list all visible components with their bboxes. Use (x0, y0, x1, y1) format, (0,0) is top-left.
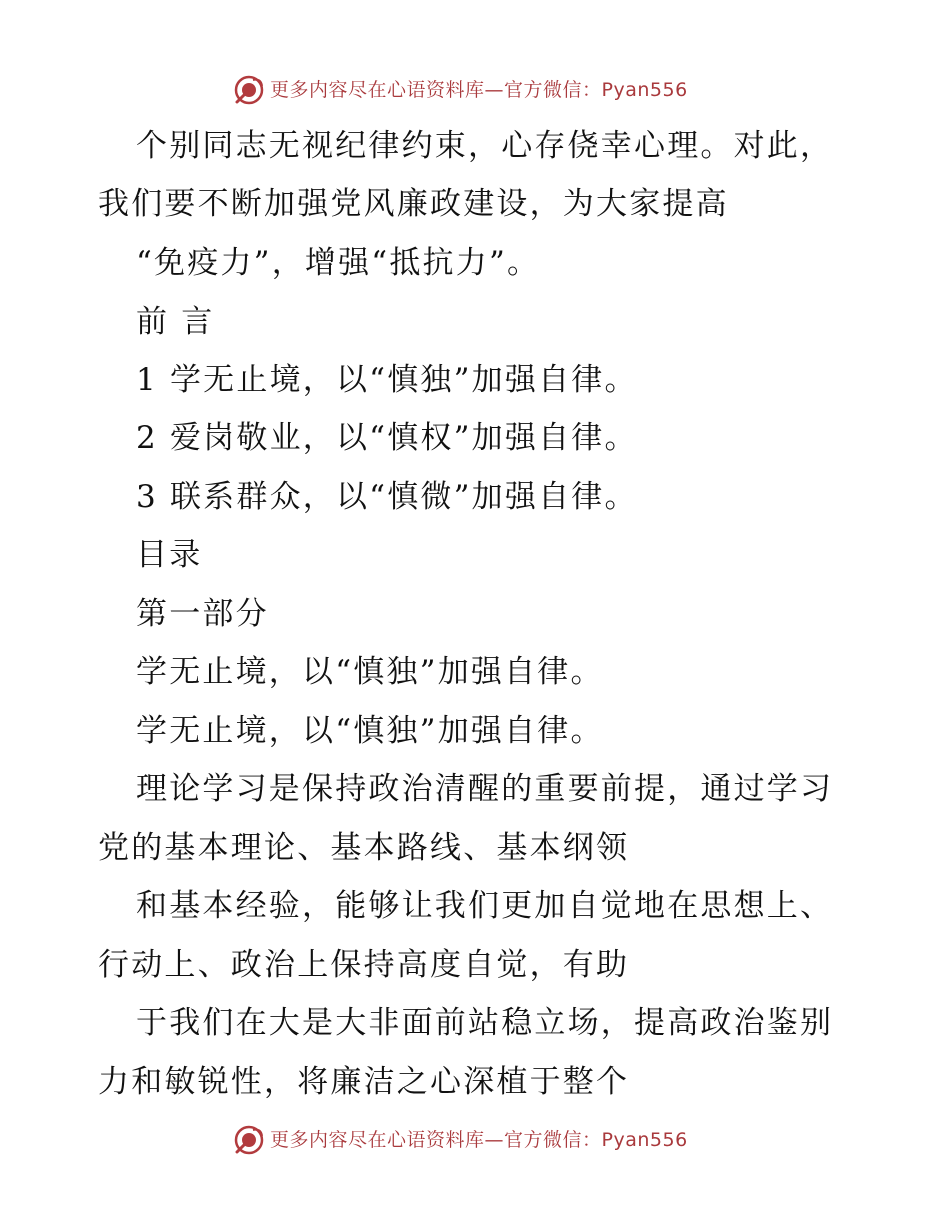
pen-logo-icon (233, 1124, 265, 1156)
text-line: 学无止境，以“慎独”加强自律。 (136, 713, 604, 749)
text-line: 党的基本理论、基本路线、基本纲领 (98, 830, 630, 866)
pen-logo-icon (233, 74, 265, 106)
section-heading: 目录 (136, 537, 203, 573)
text-line: 我们要不断加强党风廉政建设，为大家提高 (98, 186, 729, 222)
watermark-text: 更多内容尽在心语资料库—官方微信：Pyan556 (270, 1129, 688, 1151)
text-line: 2 爱岗敬业，以“慎权”加强自律。 (136, 420, 638, 456)
text-line: 理论学习是保持政治清醒的重要前提，通过学习 (136, 771, 834, 807)
watermark-text: 更多内容尽在心语资料库—官方微信：Pyan556 (270, 79, 688, 101)
text-line: 学无止境，以“慎独”加强自律。 (136, 654, 604, 690)
text-line: 和基本经验，能够让我们更加自觉地在思想上、 (136, 888, 834, 924)
header-watermark (0, 70, 950, 110)
text-line: 行动上、政治上保持高度自觉，有助 (98, 947, 630, 983)
text-line: 3 联系群众，以“慎微”加强自律。 (136, 479, 638, 515)
text-line: “免疫力”，增强“抵抗力”。 (136, 245, 541, 281)
text-line: 力和敏锐性，将廉洁之心深植于整个 (98, 1064, 630, 1100)
section-heading: 前 言 (136, 304, 215, 340)
footer-watermark (0, 1120, 950, 1160)
text-line: 个别同志无视纪律约束，心存侥幸心理。对此， (136, 128, 834, 164)
section-heading: 第一部分 (136, 596, 269, 632)
text-line: 于我们在大是大非面前站稳立场，提高政治鉴别 (136, 1005, 834, 1041)
text-line: 1 学无止境，以“慎独”加强自律。 (136, 362, 638, 398)
